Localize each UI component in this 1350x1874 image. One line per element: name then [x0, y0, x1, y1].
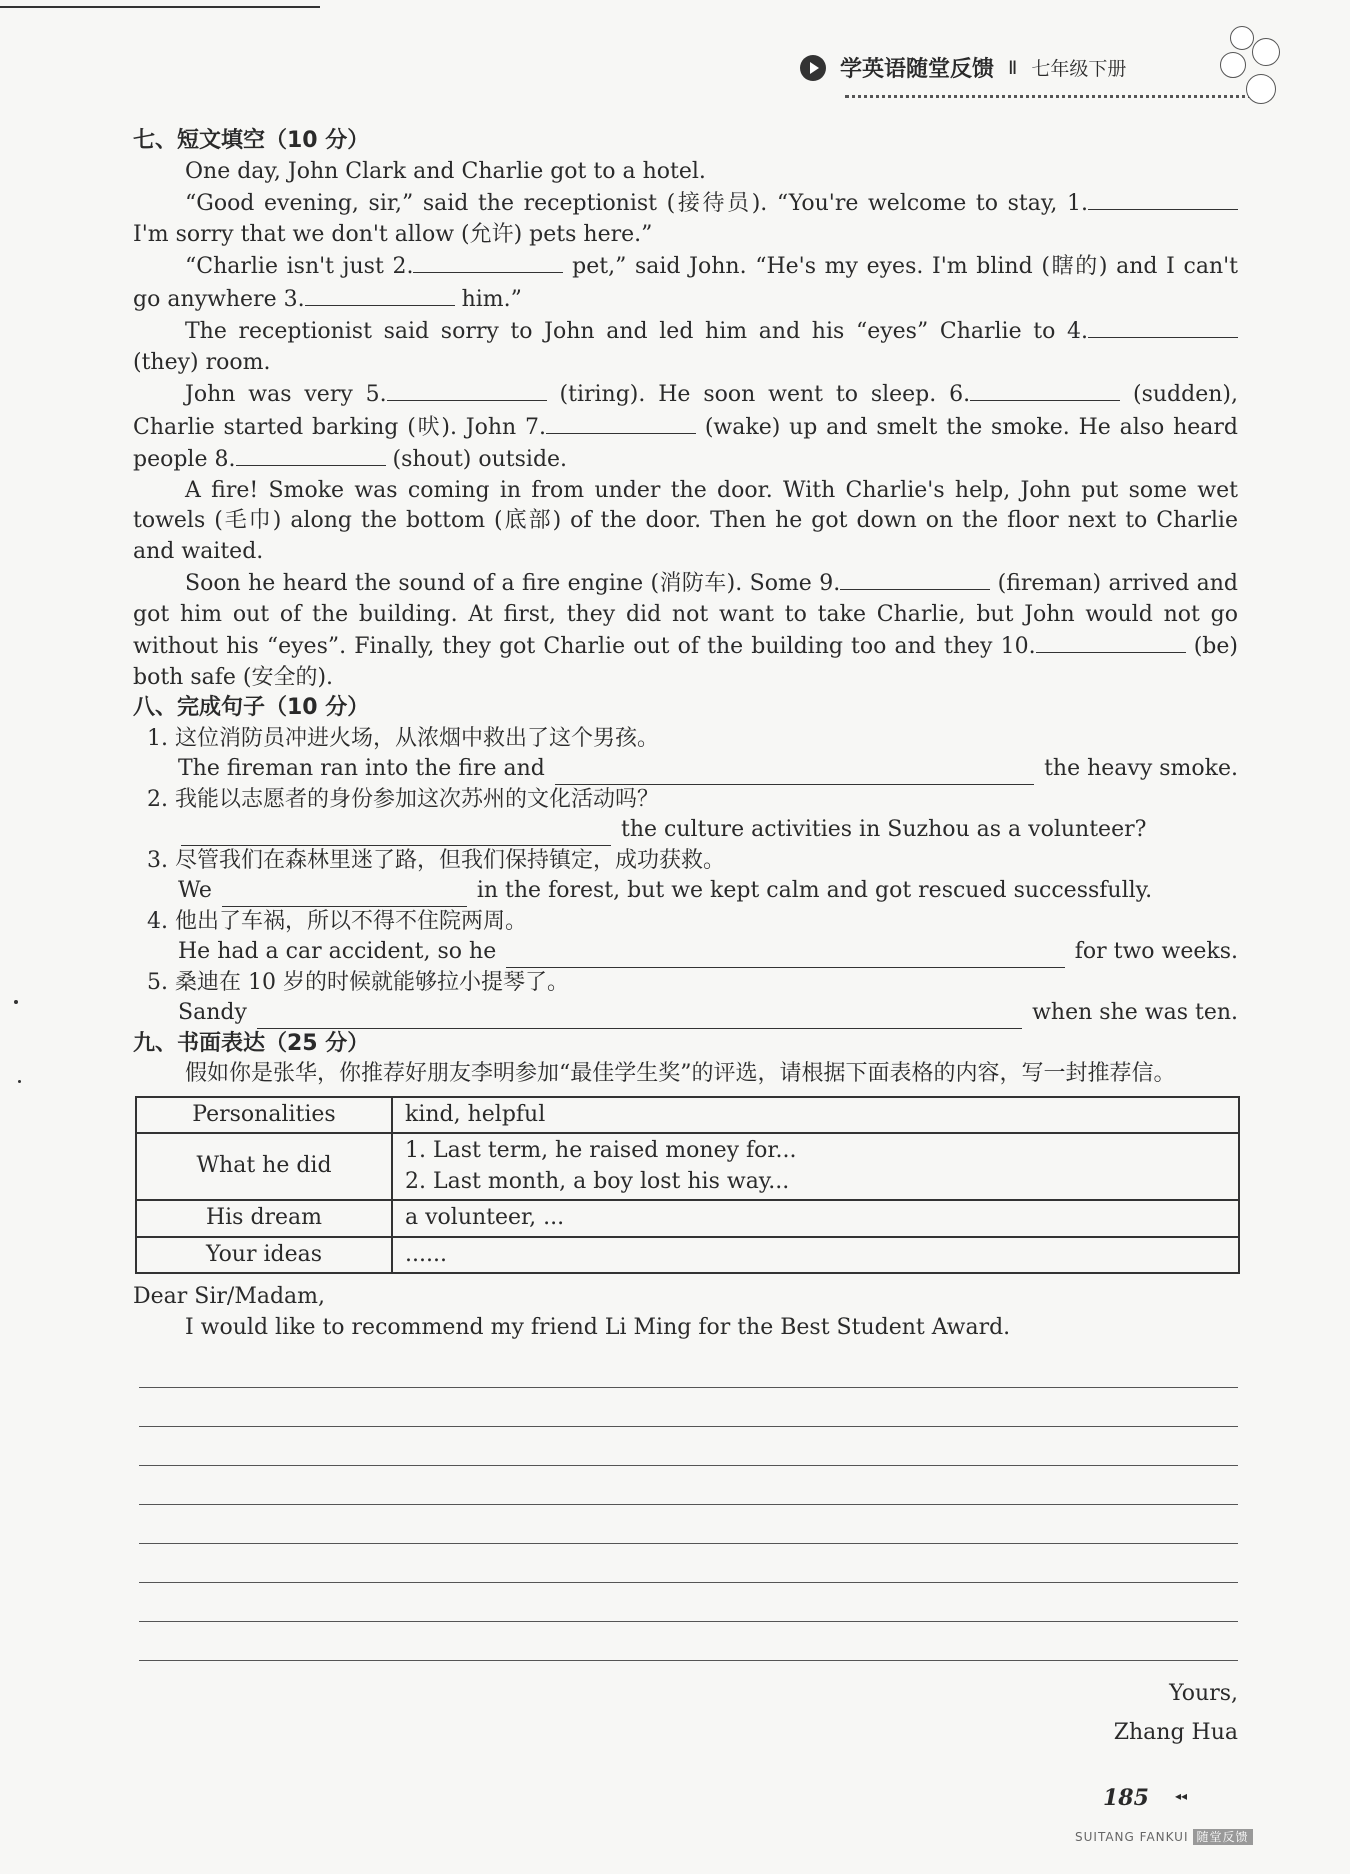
- answer-line: Sandy when she was ten.: [133, 998, 1238, 1029]
- margin-mark: [14, 1000, 18, 1004]
- question-prompt: 1. 这位消防员冲进火场，从浓烟中救出了这个男孩。: [147, 725, 659, 751]
- section-9-title: 九、书面表达（25 分）: [133, 1030, 370, 1056]
- answer-line: We in the forest, but we kept calm and got rescued successfully.: [133, 876, 1238, 907]
- blank-number: 3.: [283, 286, 305, 312]
- table-value: 1. Last term, he raised money for... 2. Last month, a boy lost his way...: [392, 1133, 1239, 1200]
- section-7-title: 七、短文填空（10 分）: [133, 128, 370, 153]
- table-key: His dream: [136, 1200, 392, 1237]
- blank-8[interactable]: [236, 443, 386, 466]
- answer-blank-3[interactable]: [222, 884, 467, 907]
- question-prompt: 3. 尽管我们在森林里迷了路，但我们保持镇定，成功获救。: [147, 847, 725, 873]
- table-value: kind, helpful: [392, 1097, 1239, 1134]
- blank-number: 1.: [1067, 191, 1088, 216]
- table-key: What he did: [136, 1133, 392, 1200]
- writing-line[interactable]: [139, 1466, 1238, 1505]
- letter-greeting: Dear Sir/Madam,: [133, 1284, 326, 1309]
- book-series: Ⅱ: [1008, 56, 1018, 79]
- page-header: [800, 52, 1126, 83]
- answer-blank-2[interactable]: [181, 823, 611, 846]
- blank-2[interactable]: [413, 250, 563, 273]
- answer-line: the culture activities in Suzhou as a volunteer?: [133, 815, 1238, 846]
- table-key: Personalities: [136, 1097, 392, 1134]
- worksheet-body: [133, 126, 1238, 1748]
- blank-number: 10.: [1000, 634, 1036, 659]
- letter-signature: Zhang Hua: [1113, 1719, 1238, 1745]
- top-rule: [0, 6, 320, 8]
- table-value: ......: [392, 1237, 1239, 1274]
- header-dotted-rule: [845, 95, 1265, 98]
- blank-6[interactable]: [970, 378, 1120, 401]
- writing-line[interactable]: [139, 1427, 1238, 1466]
- writing-instructions: 假如你是张华，你推荐好朋友李明参加“最佳学生奖”的评选，请根据下面表格的内容，写一封推荐信。: [185, 1061, 1176, 1086]
- letter-closing: Yours,: [1169, 1681, 1238, 1706]
- writing-line[interactable]: [139, 1622, 1238, 1661]
- table-row: [136, 1200, 1239, 1237]
- writing-line[interactable]: [139, 1388, 1238, 1427]
- passage-paragraph: “Good evening, sir,” said the receptionist (接待员). “You're welcome to stay, 1. I'm sorry that we don't allow (允许) pets here.”: [133, 187, 1238, 250]
- question-prompt: 4. 他出了车祸，所以不得不住院两周。: [147, 908, 527, 934]
- arrow-left-icon: ◂◂: [1175, 1789, 1188, 1803]
- answer-blank-5[interactable]: [257, 1006, 1022, 1029]
- blank-10[interactable]: [1036, 630, 1186, 653]
- answer-line: He had a car accident, so he for two weeks.: [133, 937, 1238, 968]
- passage-paragraph: John was very 5. (tiring). He soon went to sleep. 6. (sudden), Charlie started barking (吠). John 7. (wake) up and smelt the smoke. He also heard people 8. (shout) outside.: [133, 378, 1238, 476]
- passage-paragraph: Soon he heard the sound of a fire engine (消防车). Some 9. (fireman) arrived and got him out of the building. At first, they did not want to take Charlie, but John would not go without his “eyes”. Finally, they got Charlie out of the building too and they 10. (be) both safe (安全的).: [133, 567, 1238, 693]
- page-number: 185: [1103, 1785, 1149, 1811]
- answer-blank-1[interactable]: [555, 762, 1034, 785]
- footer-tag: 随堂反馈: [1193, 1829, 1253, 1845]
- blank-number: 5.: [365, 382, 387, 407]
- passage-line: One day, John Clark and Charlie got to a hotel.: [185, 158, 706, 184]
- table-row: [136, 1237, 1239, 1274]
- blank-5[interactable]: [387, 378, 547, 401]
- blank-4[interactable]: [1088, 315, 1238, 338]
- blank-number: 8.: [214, 447, 236, 472]
- blank-number: 6.: [949, 382, 971, 407]
- writing-line[interactable]: [139, 1544, 1238, 1583]
- play-icon: [800, 55, 826, 81]
- margin-mark: [18, 1080, 21, 1083]
- writing-line[interactable]: [139, 1583, 1238, 1622]
- table-row: [136, 1097, 1239, 1134]
- book-title: 学英语随堂反馈: [840, 57, 995, 82]
- blank-3[interactable]: [305, 283, 455, 306]
- answer-blank-4[interactable]: [506, 945, 1064, 968]
- section-8-title: 八、完成句子（10 分）: [133, 695, 370, 720]
- writing-line[interactable]: [139, 1505, 1238, 1544]
- book-grade: 七年级下册: [1031, 58, 1127, 80]
- table-row: [136, 1133, 1239, 1200]
- flower-decoration-icon: [1210, 18, 1290, 118]
- blank-number: 7.: [525, 414, 547, 440]
- answer-line: The fireman ran into the fire and the heavy smoke.: [133, 754, 1238, 785]
- table-value: a volunteer, ...: [392, 1200, 1239, 1237]
- letter-opening: I would like to recommend my friend Li Ming for the Best Student Award.: [185, 1314, 1011, 1340]
- blank-number: 9.: [819, 571, 841, 596]
- blank-number: 4.: [1067, 319, 1089, 344]
- blank-7[interactable]: [546, 411, 696, 434]
- question-prompt: 5. 桑迪在 10 岁的时候就能够拉小提琴了。: [147, 969, 569, 995]
- passage-paragraph: “Charlie isn't just 2. pet,” said John. “He's my eyes. I'm blind (瞎的) and I can't go anywhere 3. him.”: [133, 250, 1238, 315]
- footer-brand: SUITANG FANKUI 随堂反馈: [1075, 1828, 1253, 1845]
- info-table: [135, 1096, 1240, 1275]
- writing-line[interactable]: [139, 1349, 1238, 1388]
- blank-9[interactable]: [840, 567, 990, 590]
- table-key: Your ideas: [136, 1237, 392, 1274]
- passage-paragraph: The receptionist said sorry to John and led him and his “eyes” Charlie to 4. (they) room.: [133, 315, 1238, 378]
- passage-paragraph: A fire! Smoke was coming in from under the door. With Charlie's help, John put some wet towels (毛巾) along the bottom (底部) of the door. Then he got down on the floor next to Charlie and waited.: [133, 477, 1238, 564]
- writing-lines[interactable]: [133, 1349, 1238, 1661]
- blank-number: 2.: [392, 254, 414, 279]
- question-prompt: 2. 我能以志愿者的身份参加这次苏州的文化活动吗？: [147, 786, 659, 812]
- blank-1[interactable]: [1088, 187, 1238, 210]
